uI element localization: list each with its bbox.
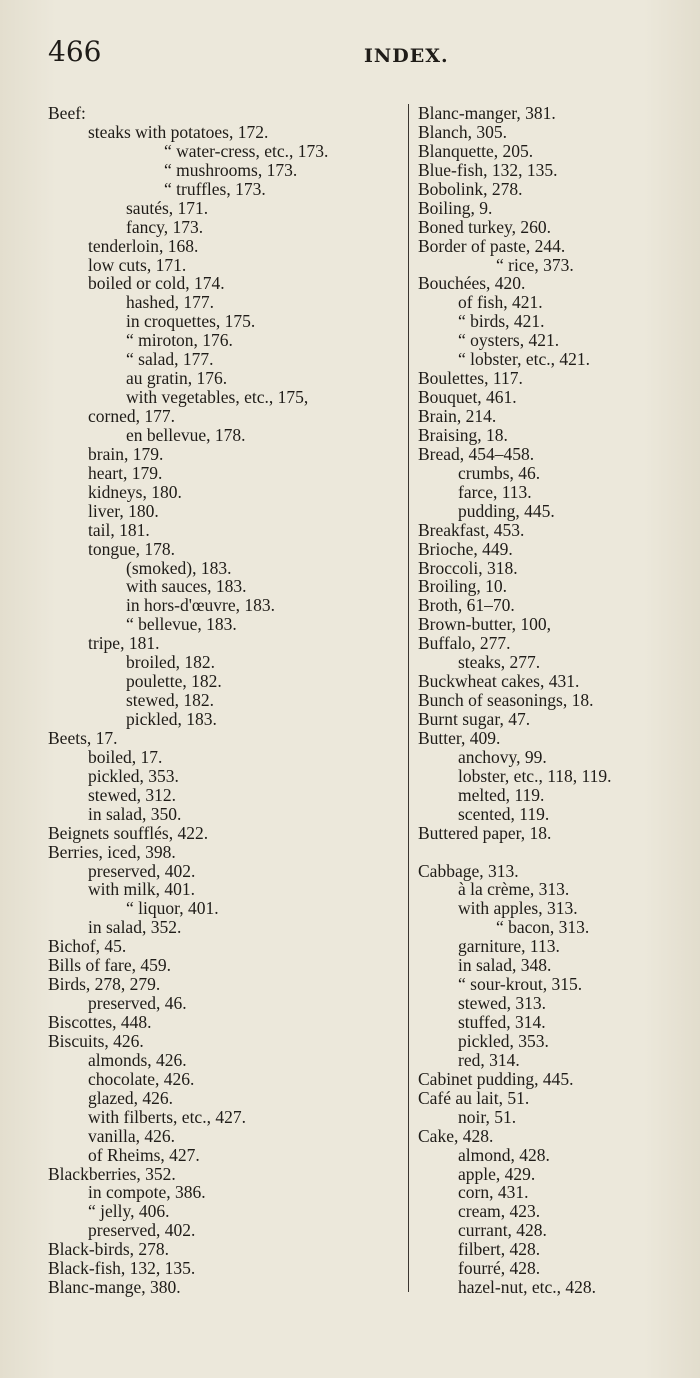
index-subentry: in salad, 352.	[88, 917, 182, 938]
page-number: 466	[48, 35, 102, 68]
index-entry: Blanc-mange, 380.	[48, 1277, 181, 1298]
index-subentry: stewed, 313.	[458, 993, 546, 1014]
index-subentry: “ jelly, 406.	[88, 1201, 170, 1222]
index-entry: Bouchées, 420.	[418, 273, 526, 294]
index-entry: Braising, 18.	[418, 424, 508, 445]
index-entry: Bichof, 45.	[48, 936, 127, 957]
index-subentry: of Rheims, 427.	[88, 1144, 200, 1165]
index-subentry: lobster, etc., 118, 119.	[458, 765, 612, 786]
index-entry: Broiling, 10.	[418, 576, 507, 597]
index-subentry: noir, 51.	[458, 1106, 517, 1127]
index-entry: Bobolink, 278.	[418, 178, 523, 199]
index-subentry: “ oysters, 421.	[458, 330, 560, 351]
index-subentry: broiled, 182.	[126, 652, 215, 673]
index-subentry: fourré, 428.	[458, 1258, 541, 1279]
index-subentry: crumbs, 46.	[458, 462, 541, 483]
index-subentry: in salad, 348.	[458, 955, 552, 976]
index-subentry: “ mushrooms, 173.	[164, 159, 298, 180]
index-column-left	[48, 104, 408, 1297]
index-subentry: scented, 119.	[458, 803, 550, 824]
index-subentry: “ bacon, 313.	[496, 917, 590, 938]
index-entry: Broth, 61–70.	[418, 595, 515, 616]
index-subentry: pudding, 445.	[458, 500, 555, 521]
index-subentry: red, 314.	[458, 1049, 520, 1070]
index-subentry: with milk, 401.	[88, 879, 195, 900]
index-entry: Blackberries, 352.	[48, 1163, 176, 1184]
index-subentry: garniture, 113.	[458, 936, 560, 957]
index-entry: Birds, 278, 279.	[48, 974, 161, 995]
index-entry: Black-birds, 278.	[48, 1239, 170, 1260]
index-subentry: “ salad, 177.	[126, 349, 214, 370]
index-entry: Boiling, 9.	[418, 197, 493, 218]
index-subentry: pickled, 183.	[126, 709, 217, 729]
index-entry: Biscuits, 426.	[48, 1030, 144, 1051]
index-subentry: with filberts, etc., 427.	[88, 1106, 246, 1127]
index-entry: Brioche, 449.	[418, 538, 513, 559]
index-entry: Border of paste, 244.	[418, 235, 566, 256]
index-subentry: apple, 429.	[458, 1163, 536, 1184]
index-entry: Café au lait, 51.	[418, 1087, 530, 1108]
index-subentry: with apples, 313.	[458, 898, 578, 919]
index-entry: Breakfast, 453.	[418, 519, 525, 540]
index-entry: Blanch, 305.	[418, 121, 507, 142]
index-entry: Boned turkey, 260.	[418, 216, 552, 237]
index-subentry: with vegetables, etc., 175,	[126, 387, 309, 408]
index-entry: Blue-fish, 132, 135.	[418, 159, 558, 180]
index-subentry: en bellevue, 178.	[126, 424, 246, 445]
index-entry: Buffalo, 277.	[418, 633, 511, 654]
index-column-right	[418, 104, 688, 1297]
index-entry: Biscottes, 448.	[48, 1012, 152, 1032]
index-subentry: kidneys, 180.	[88, 481, 182, 502]
index-entry: Cabinet pudding, 445.	[418, 1068, 574, 1089]
index-subentry: low cuts, 171.	[88, 254, 187, 275]
index-subentry: chocolate, 426.	[88, 1068, 195, 1089]
index-subentry: steaks with potatoes, 172.	[88, 121, 269, 142]
index-subentry: almond, 428.	[458, 1144, 550, 1165]
index-subentry: “ rice, 373.	[496, 254, 574, 275]
index-subentry: preserved, 402.	[88, 860, 196, 881]
index-subentry: pickled, 353.	[458, 1030, 549, 1051]
index-subentry: au gratin, 176.	[126, 368, 228, 389]
index-subentry: brain, 179.	[88, 443, 164, 464]
index-entry: Butter, 409.	[418, 727, 501, 748]
index-subentry: of fish, 421.	[458, 292, 543, 313]
index-entry: Bills of fare, 459.	[48, 955, 171, 976]
index-subentry: preserved, 402.	[88, 1220, 196, 1241]
index-subentry: stewed, 312.	[88, 784, 176, 805]
index-entry: Buckwheat cakes, 431.	[418, 671, 580, 692]
index-subentry: hashed, 177.	[126, 292, 214, 313]
index-subentry: “ water-cress, etc., 173.	[164, 140, 329, 161]
index-entry: Cabbage, 313.	[418, 860, 519, 881]
index-subentry: preserved, 46.	[88, 993, 187, 1014]
index-subentry: cream, 423.	[458, 1201, 541, 1222]
index-subentry: melted, 119.	[458, 784, 545, 805]
index-entry: Beef:	[48, 103, 86, 123]
index-subentry: liver, 180.	[88, 500, 159, 521]
index-subentry: fancy, 173.	[126, 216, 204, 237]
column-rule	[408, 104, 409, 1292]
index-entry: Bread, 454–458.	[418, 443, 535, 464]
index-subentry: anchovy, 99.	[458, 746, 547, 767]
index-subentry: boiled, 17.	[88, 746, 163, 767]
index-subentry: stuffed, 314.	[458, 1012, 546, 1032]
index-entry: Brain, 214.	[418, 406, 497, 426]
index-subentry: “ sour-krout, 315.	[458, 974, 583, 995]
index-subentry: steaks, 277.	[458, 652, 541, 673]
index-entry: Blanquette, 205.	[418, 140, 534, 161]
index-entry: Burnt sugar, 47.	[418, 709, 531, 729]
index-subentry: “ truffles, 173.	[164, 178, 266, 199]
index-entry: Berries, iced, 398.	[48, 841, 176, 862]
index-entry: Buttered paper, 18.	[418, 822, 552, 843]
index-subentry: in compote, 386.	[88, 1182, 206, 1203]
index-subentry: poulette, 182.	[126, 671, 222, 692]
index-subentry: filbert, 428.	[458, 1239, 541, 1260]
index-subentry: stewed, 182.	[126, 690, 214, 711]
index-subentry: in hors-d'œuvre, 183.	[126, 595, 275, 616]
index-subentry: in salad, 350.	[88, 803, 182, 824]
index-subentry: corn, 431.	[458, 1182, 529, 1203]
index-subentry: “ miroton, 176.	[126, 330, 233, 351]
index-subentry: “ lobster, etc., 421.	[458, 349, 590, 370]
index-entry: Beets, 17.	[48, 727, 118, 748]
index-subentry: almonds, 426.	[88, 1049, 187, 1070]
index-subentry: currant, 428.	[458, 1220, 547, 1241]
index-subentry: in croquettes, 175.	[126, 311, 256, 332]
index-subentry: (smoked), 183.	[126, 557, 232, 578]
index-subentry: with sauces, 183.	[126, 576, 247, 597]
index-subentry: tongue, 178.	[88, 538, 176, 559]
index-subentry: à la crème, 313.	[458, 879, 570, 900]
index-subentry: vanilla, 426.	[88, 1125, 175, 1146]
index-entry: Black-fish, 132, 135.	[48, 1258, 196, 1279]
index-entry: Cake, 428.	[418, 1125, 494, 1146]
index-subentry: glazed, 426.	[88, 1087, 174, 1108]
index-entry: Brown-butter, 100,	[418, 614, 551, 635]
index-subentry: “ liquor, 401.	[126, 898, 219, 919]
index-entry: Boulettes, 117.	[418, 368, 523, 389]
index-subentry: farce, 113.	[458, 481, 532, 502]
index-subentry: heart, 179.	[88, 462, 163, 483]
index-subentry: hazel-nut, etc., 428.	[458, 1277, 597, 1298]
index-entry: Blanc-manger, 381.	[418, 103, 556, 123]
index-subentry: tripe, 181.	[88, 633, 160, 654]
index-subentry: boiled or cold, 174.	[88, 273, 225, 294]
index-subentry: “ birds, 421.	[458, 311, 545, 332]
index-subentry: corned, 177.	[88, 406, 175, 426]
index-subentry: sautés, 171.	[126, 197, 209, 218]
index-entry: Bunch of seasonings, 18.	[418, 690, 594, 711]
entry-spacer	[418, 843, 688, 862]
index-entry: Beignets soufflés, 422.	[48, 822, 209, 843]
index-subentry: tail, 181.	[88, 519, 150, 540]
running-head: INDEX.	[364, 45, 449, 67]
index-entry: Bouquet, 461.	[418, 387, 517, 408]
index-entry: Broccoli, 318.	[418, 557, 518, 578]
index-subentry: “ bellevue, 183.	[126, 614, 237, 635]
index-subentry: pickled, 353.	[88, 765, 179, 786]
index-subentry: tenderloin, 168.	[88, 235, 199, 256]
